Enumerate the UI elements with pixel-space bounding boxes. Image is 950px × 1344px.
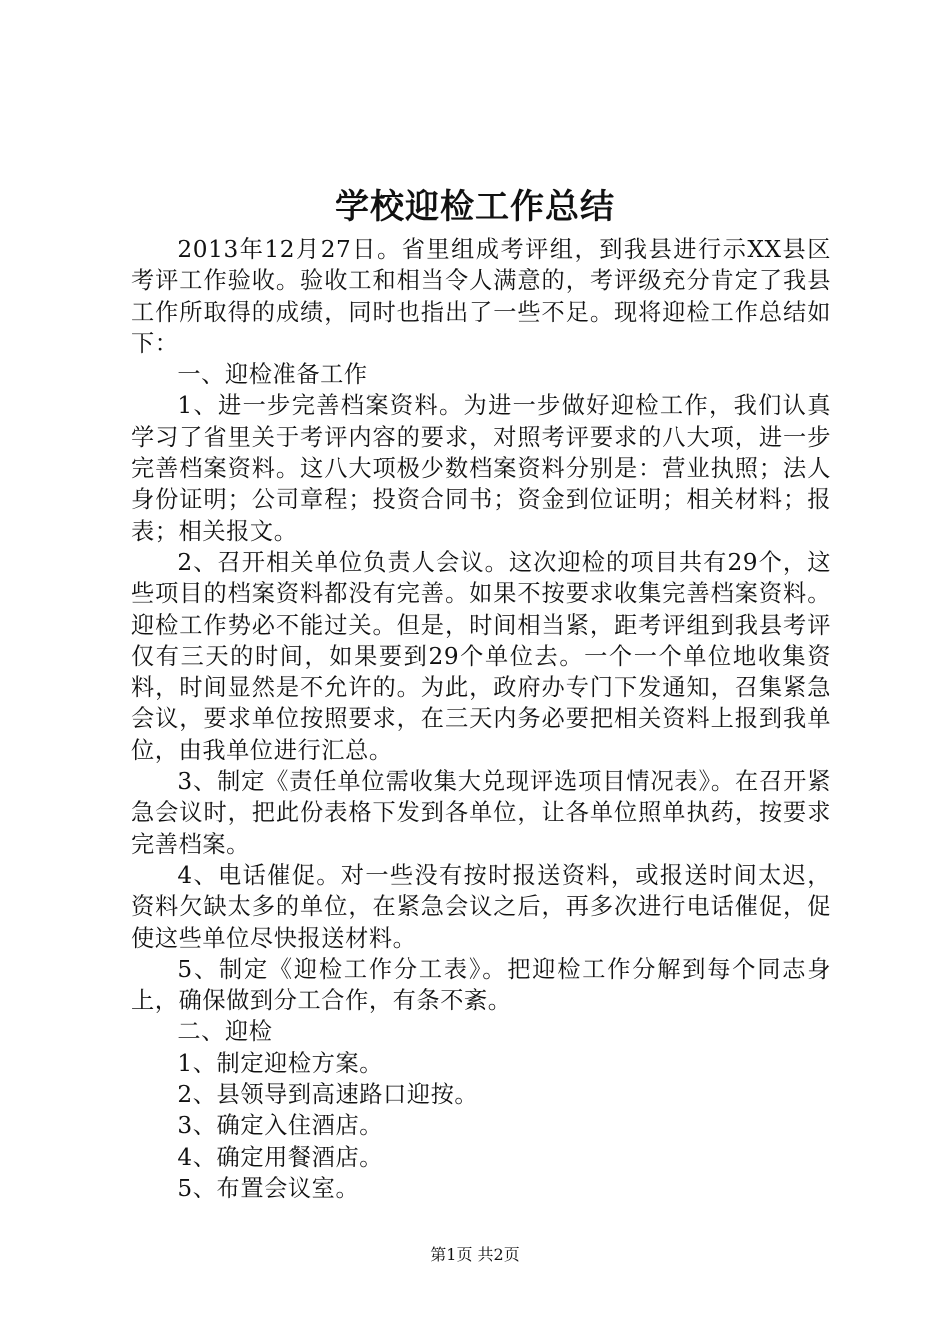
section-heading-inspection: 二、迎检 — [177, 1018, 273, 1046]
inspection-item-5: 5、布置会议室。 — [177, 1174, 360, 1202]
inspection-item-4: 4、确定用餐酒店。 — [177, 1143, 384, 1171]
paragraph-prep-item-5: 5、制定《迎检工作分工表》。把迎检工作分解到每个同志身上，确保做到分工合作，有条不紊。 — [131, 955, 831, 1015]
inspection-item-1: 1、制定迎检方案。 — [177, 1049, 384, 1077]
paragraph-prep-item-2: 2、召开相关单位负责人会议。这次迎检的项目共有29个，这些项目的档案资料都没有完善。如果不按要求收集完善档案资料。迎检工作势必不能过关。但是，时间相当紧，距考评组到我县考评仅有三天的时间，如果要到29个单位去。一个一个单位地收集资料，时间显然是不允许的。为此，政府办专门下发通知，召集紧急会议，要求单位按照要求，在三天内务必要把相关资料上报到我单位，由我单位进行汇总。 — [131, 548, 831, 764]
inspection-item-2: 2、县领导到高速路口迎按。 — [177, 1081, 479, 1109]
intro-paragraph: 2013年12月27日。省里组成考评组，到我县进行示XX县区考评工作验收。验收工和相当令人满意的，考评级充分肯定了我县工作所取得的成绩，同时也指出了一些不足。现将迎检工作总结如下： — [131, 236, 831, 357]
paragraph-prep-item-1: 1、进一步完善档案资料。为进一步做好迎检工作，我们认真学习了省里关于考评内容的要求，对照考评要求的八大项，进一步完善档案资料。这八大项极少数档案资料分别是：营业执照；法人身份证明；公司章程；投资合同书；资金到位证明；相关材料；报表；相关报文。 — [131, 392, 831, 545]
inspection-item-3: 3、确定入住酒店。 — [177, 1112, 384, 1140]
page-title: 学校迎检工作总结 — [335, 187, 615, 227]
page-footer: 第1页 共2页 — [430, 1245, 520, 1264]
paragraph-prep-item-4: 4、电话催促。对一些没有按时报送资料，或报送时间太迟，资料欠缺太多的单位，在紧急会议之后，再多次进行电话催促，促使这些单位尽快报送材料。 — [131, 861, 831, 952]
section-heading-preparation: 一、迎检准备工作 — [177, 361, 368, 389]
document-body — [131, 234, 831, 1204]
paragraph-prep-item-3: 3、制定《责任单位需收集大兑现评选项目情况表》。在召开紧急会议时，把此份表格下发到各单位，让各单位照单执药，按要求完善档案。 — [131, 768, 831, 858]
